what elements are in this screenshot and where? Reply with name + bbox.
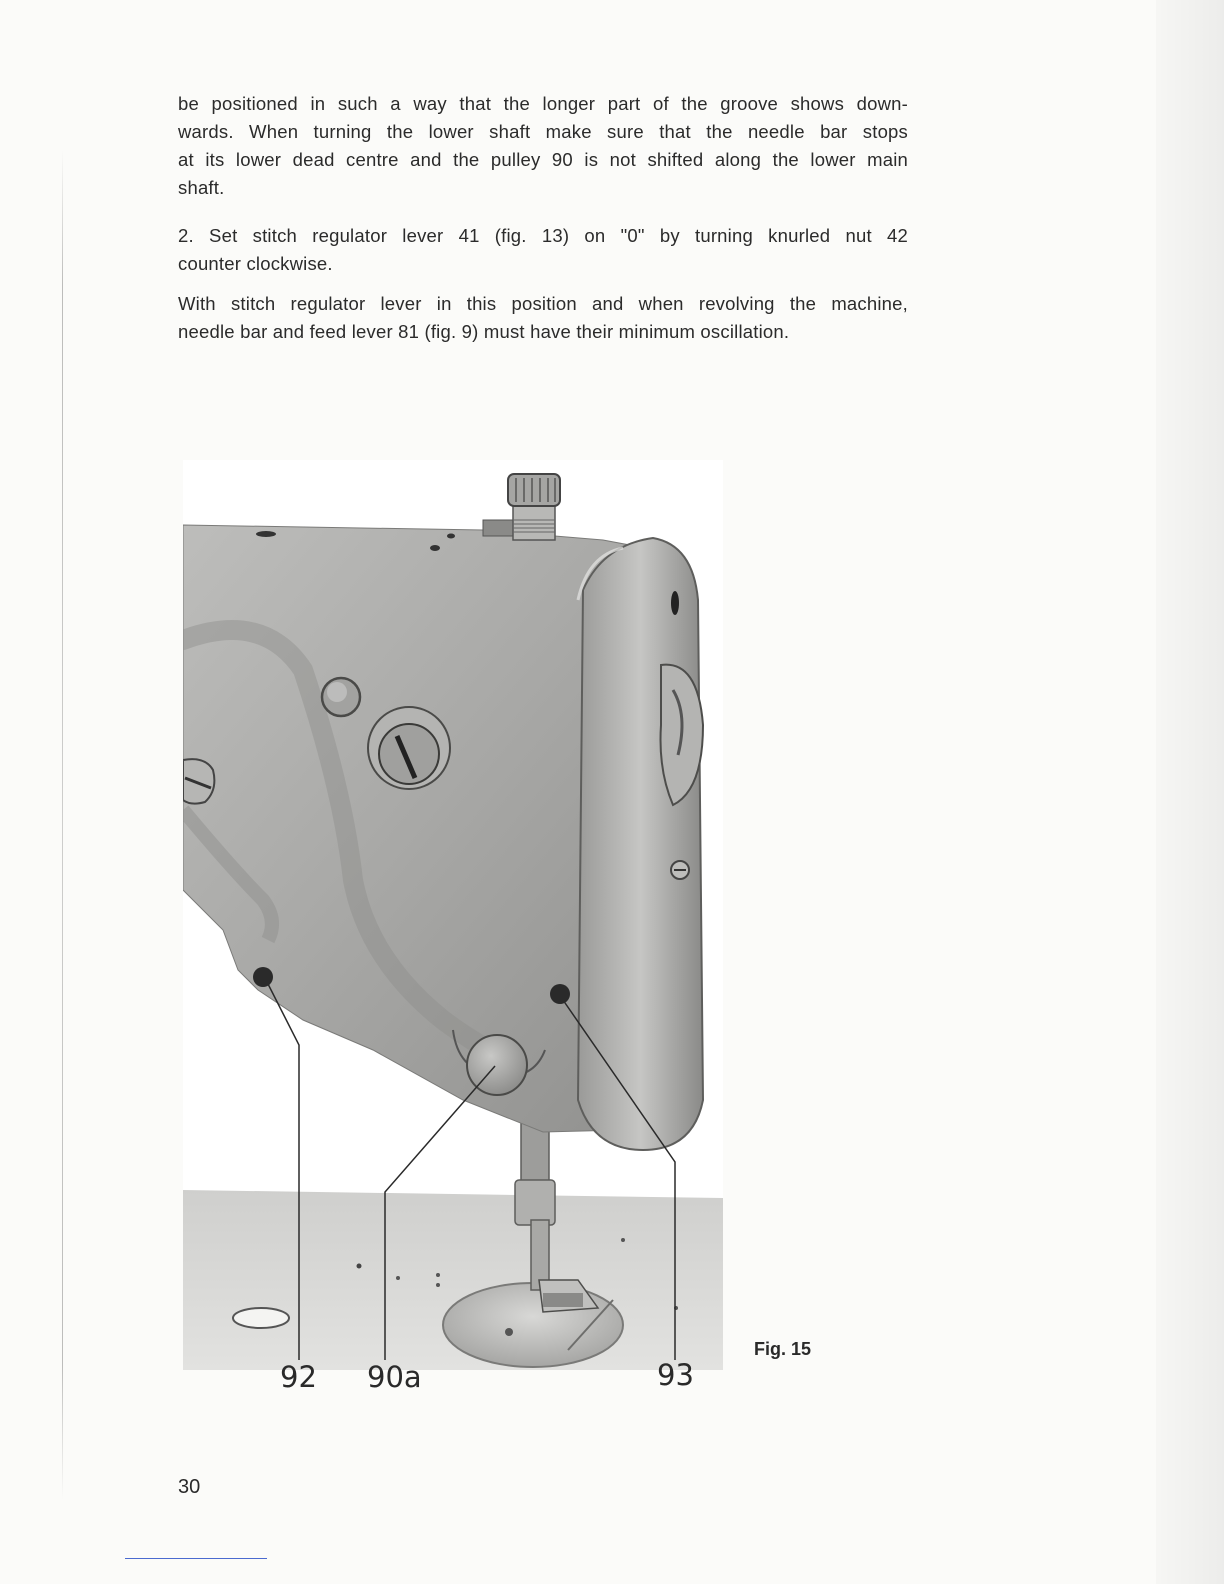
figure-caption: Fig. 15	[754, 1339, 812, 1359]
text-line: With stitch regulator lever in this position and when revolving the machine,	[178, 293, 908, 314]
oil-hole-93	[550, 984, 570, 1004]
text-line: wards. When turning the lower shaft make sure that the needle bar stops	[178, 121, 908, 142]
text-line: counter clockwise.	[178, 253, 333, 274]
text-line: shaft.	[178, 177, 225, 198]
needle-plate	[443, 1283, 623, 1367]
side-screw	[183, 759, 214, 803]
face-plate-screw-hole	[671, 591, 679, 615]
sewing-machine-head-photo	[183, 460, 723, 1370]
bushing-screw	[368, 707, 450, 789]
scan-edge-left	[62, 150, 63, 1500]
text-line: at its lower dead centre and the pulley 90 is not shifted along the lower main	[178, 149, 908, 170]
callout-label-92: 92	[280, 1360, 317, 1394]
scan-edge-right	[1156, 0, 1224, 1584]
oil-cup	[322, 678, 360, 716]
text-line: needle bar and feed lever 81 (fig. 9) must have their minimum oscillation.	[178, 321, 790, 342]
oil-hole-92	[253, 967, 273, 987]
paragraph-step-2	[178, 222, 908, 278]
paragraph-oscillation-check	[178, 290, 908, 346]
face-plate-screw	[671, 861, 689, 879]
face-plate-cover	[578, 538, 703, 1150]
text-line: be positioned in such a way that the longer part of the groove shows down-	[178, 93, 908, 114]
paragraph-pulley-positioning	[178, 90, 908, 202]
page-number: 30	[178, 1476, 201, 1498]
callout-label-93: 93	[657, 1358, 694, 1392]
footer-rule	[125, 1558, 267, 1559]
text-line: 2. Set stitch regulator lever 41 (fig. 13) on "0" by turning knurled nut 42	[178, 225, 908, 246]
callout-label-90a: 90a	[367, 1360, 422, 1394]
bed-oil-hole	[233, 1308, 289, 1328]
